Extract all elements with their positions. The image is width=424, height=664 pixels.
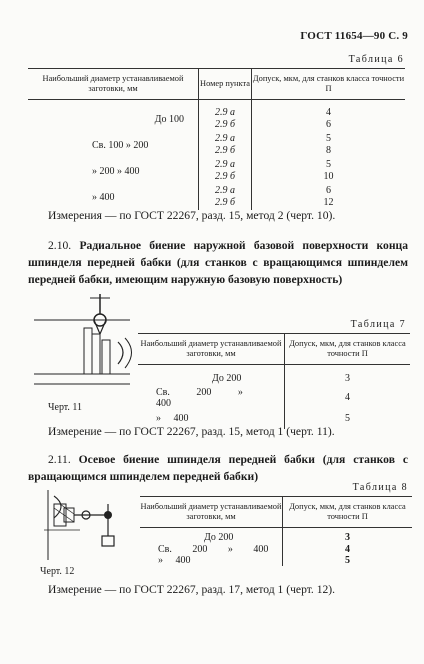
- table7: [138, 333, 410, 429]
- tolerance-value: 6: [326, 184, 331, 196]
- table8-row-label: » 400: [158, 554, 191, 566]
- table6: [28, 68, 405, 210]
- figure-12-drawing: [40, 486, 140, 564]
- table6-row: [28, 184, 405, 210]
- table8-col1-header: Наибольший диаметр устанавливаемой заготовки, мм: [140, 497, 283, 528]
- table7-col1-header: Наибольший диаметр устанавливаемой заготовки, мм: [138, 334, 285, 365]
- tolerance-value: 5: [283, 555, 413, 566]
- table7-caption: Таблица 7: [350, 319, 406, 330]
- section-title: Осевое биение шпинделя передней бабки (для станков с вращающимся шпинделем передней бабки): [28, 453, 408, 483]
- page-header: ГОСТ 11654—90 С. 9: [300, 30, 408, 42]
- table8-row-label: До 200: [204, 532, 234, 544]
- item-number: 2.9 б: [214, 197, 236, 208]
- table7-row-label: До 200: [212, 373, 242, 385]
- table7-row-label: Св. 200 » 400: [156, 386, 243, 409]
- table8-col2-header: Допуск, мкм, для станков класса точности П: [283, 497, 413, 528]
- measurement-note-1: Измерения — по ГОСТ 22267, разд. 15, метод 2 (черт. 10).: [48, 209, 336, 222]
- section-title: Радиальное биение наружной базовой поверхности конца шпинделя передней бабки (для станков с вращающимся шпинделем передней бабки, имеющим наружную базовую поверхность): [28, 239, 408, 286]
- section-number: 2.10.: [48, 239, 72, 252]
- table6-row-label: » 200 » 400: [92, 165, 140, 177]
- table6-col3-header: Допуск, мкм, для станков класса точности П: [252, 69, 406, 100]
- item-number: 2.9 а: [215, 158, 235, 170]
- table7-col2-header: Допуск, мкм, для станков класса точности П: [285, 334, 411, 365]
- table6-col1-header: Наибольший диаметр устанавливаемой заготовки, мм: [28, 69, 199, 100]
- item-number: 2.9 б: [214, 145, 236, 156]
- table8-row-label: Св. 200 » 400: [158, 543, 269, 555]
- tolerance-value: 3: [285, 365, 411, 387]
- table6-row: [28, 132, 405, 158]
- section-2-10: [28, 238, 408, 288]
- figure-12-caption: Черт. 12: [40, 566, 75, 577]
- tolerance-value: 10: [323, 171, 334, 182]
- table8-row: [140, 555, 412, 566]
- table8-row: [140, 528, 412, 544]
- table7-row-label: » 400: [156, 413, 189, 424]
- tolerance-value: 5: [285, 409, 411, 429]
- section-number: 2.11.: [48, 453, 71, 466]
- table8: [140, 496, 412, 566]
- table7-row: [138, 387, 410, 409]
- item-number: 2.9 а: [215, 132, 235, 144]
- table6-caption: Таблица 6: [348, 54, 404, 65]
- item-number: 2.9 а: [215, 106, 235, 118]
- table6-row: [28, 158, 405, 184]
- measurement-note-2: Измерение — по ГОСТ 22267, разд. 15, метод 1 (черт. 11).: [48, 425, 335, 438]
- tolerance-value: 4: [283, 544, 413, 555]
- figure-11-drawing: [30, 290, 140, 390]
- tolerance-value: 4: [326, 106, 331, 118]
- table7-row: [138, 365, 410, 387]
- tolerance-value: 4: [285, 387, 411, 409]
- table8-caption: Таблица 8: [352, 482, 408, 493]
- tolerance-value: 6: [326, 119, 331, 130]
- table6-row-label: » 400: [92, 191, 115, 203]
- tolerance-value: 5: [326, 158, 331, 170]
- tolerance-value: 3: [283, 528, 413, 544]
- table8-row: [140, 544, 412, 555]
- tolerance-value: 5: [326, 132, 331, 144]
- table6-row: [28, 100, 405, 133]
- tolerance-value: 12: [323, 197, 334, 208]
- measurement-note-3: Измерение — по ГОСТ 22267, разд. 17, метод 1 (черт. 12).: [48, 583, 336, 596]
- table6-col2-header: Номер пункта: [199, 69, 252, 100]
- item-number: 2.9 б: [214, 171, 236, 182]
- item-number: 2.9 а: [215, 184, 235, 196]
- tolerance-value: 8: [326, 145, 331, 156]
- item-number: 2.9 б: [214, 119, 236, 130]
- table6-row-label: Св. 100 » 200: [92, 139, 149, 151]
- table6-row-label: До 100: [154, 113, 184, 125]
- figure-11-caption: Черт. 11: [48, 402, 83, 413]
- section-2-11: [28, 452, 408, 486]
